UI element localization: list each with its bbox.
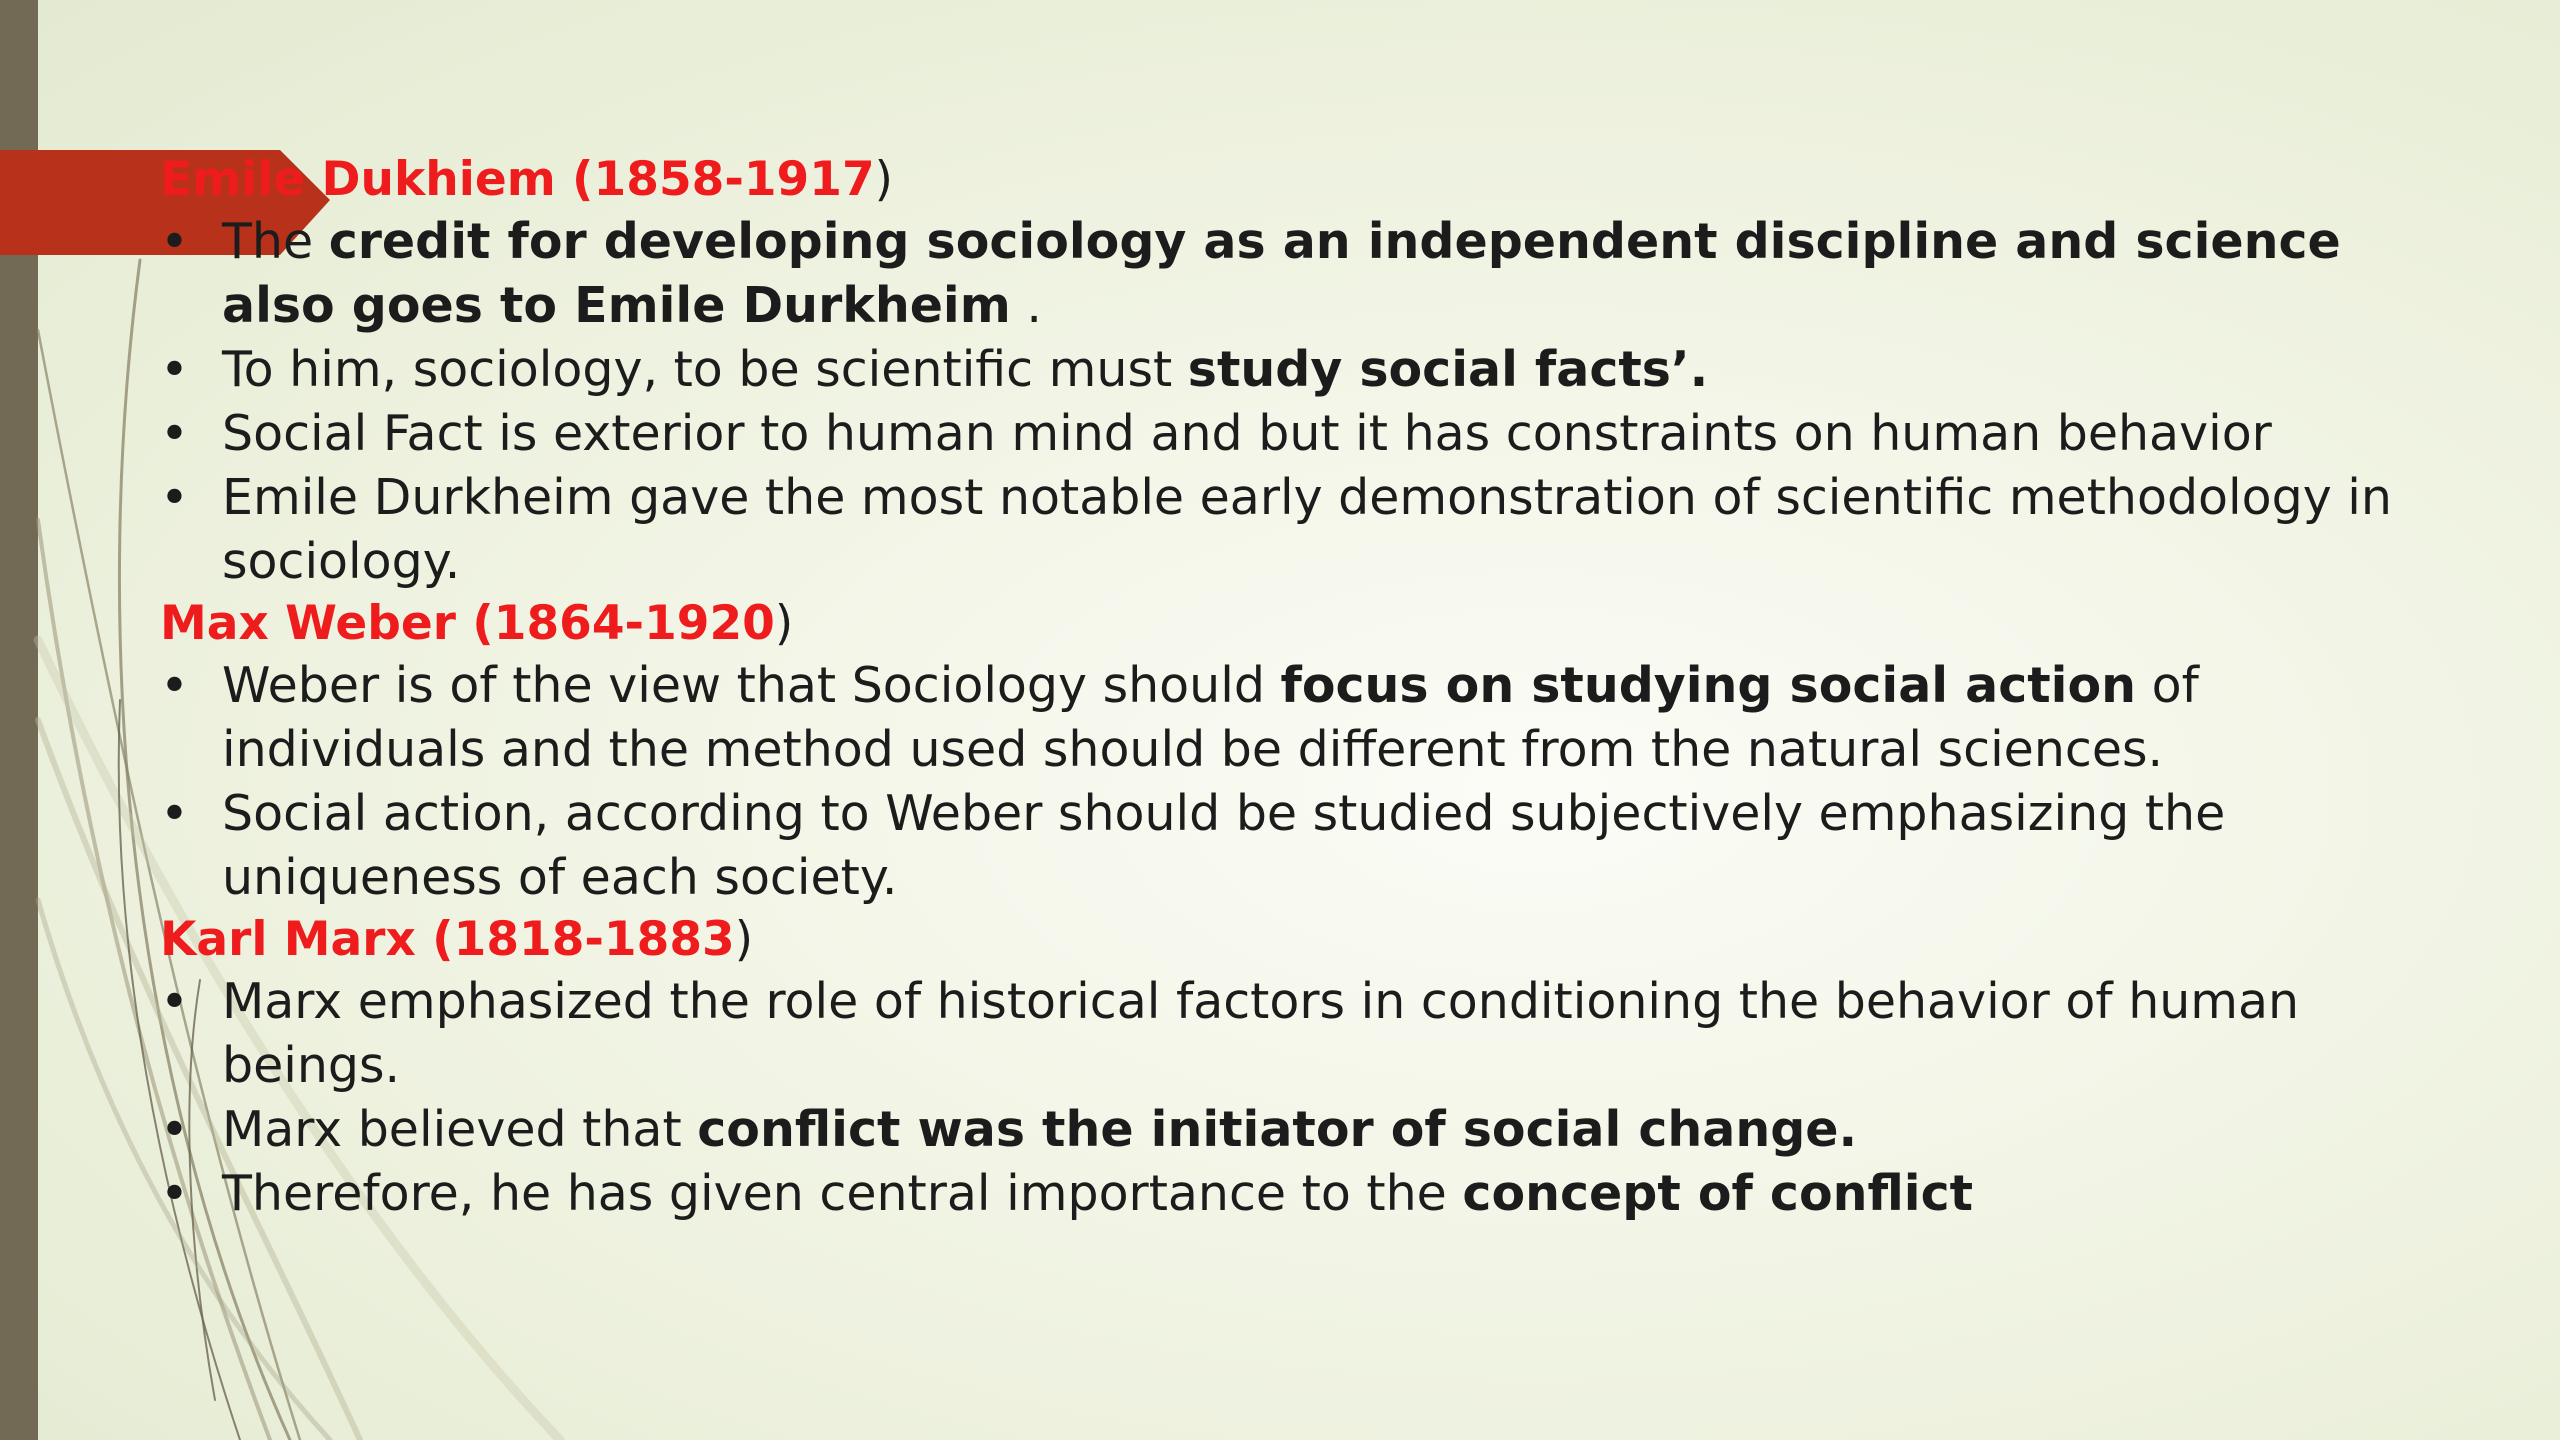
heading-text: Max Weber (1864-1920 — [160, 596, 775, 651]
bullet-text: of individuals and the method used should be different from the natural sciences. — [222, 657, 2199, 778]
bullet-text: Therefore, he has given central importance to the — [222, 1165, 1463, 1222]
bullet-text: Social action, according to Weber should be studied subjectively emphasizing the uniqueness of each society. — [222, 785, 2226, 906]
bullet-item — [160, 402, 2460, 466]
bullet-bold-text: concept of conflict — [1462, 1165, 1974, 1222]
bullet-bold-text: conflict was the initiator of social change. — [697, 1101, 1858, 1158]
bullet-text: Marx emphasized the role of historical factors in conditioning the behavior of human beings. — [222, 973, 2300, 1094]
heading-paren: ) — [734, 912, 754, 967]
bullet-item — [160, 970, 2460, 1098]
heading-text: Karl Marx (1818-1883 — [160, 912, 735, 967]
bullet-text: To him, sociology, to be scientific must — [222, 341, 1188, 398]
bullet-item — [160, 338, 2460, 402]
bullet-list-durkheim — [160, 210, 2460, 594]
heading-paren: ) — [874, 152, 894, 207]
bullet-item — [160, 1162, 2460, 1226]
bullet-item — [160, 782, 2460, 910]
heading-paren: ) — [774, 596, 794, 651]
bullet-item — [160, 1098, 2460, 1162]
bullet-item — [160, 210, 2460, 338]
section-heading-marx — [160, 910, 2460, 970]
bullet-item — [160, 654, 2460, 782]
bullet-item — [160, 466, 2460, 594]
section-heading-weber — [160, 594, 2460, 654]
bullet-text: Emile Durkheim gave the most notable early demonstration of scientific methodology in sociology. — [222, 469, 2392, 590]
bullet-text: The — [222, 213, 329, 270]
bullet-bold-text: focus on studying social action — [1280, 657, 2137, 714]
bullet-text: Marx believed that — [222, 1101, 698, 1158]
bullet-list-marx — [160, 970, 2460, 1226]
heading-text: Emile Dukhiem (1858-1917 — [160, 152, 875, 207]
bullet-text: Social Fact is exterior to human mind and but it has constraints on human behavior — [222, 405, 2272, 462]
bullet-list-weber — [160, 654, 2460, 910]
slide-content — [160, 150, 2460, 1226]
bullet-text: Weber is of the view that Sociology should — [222, 657, 1281, 714]
bullet-bold-text: study social facts’. — [1187, 341, 1709, 398]
section-heading-durkheim — [160, 150, 2460, 210]
bullet-text: . — [1010, 277, 1042, 334]
bullet-bold-text: credit for developing sociology as an independent discipline and science also goes to Emile Durkheim — [222, 213, 2341, 334]
